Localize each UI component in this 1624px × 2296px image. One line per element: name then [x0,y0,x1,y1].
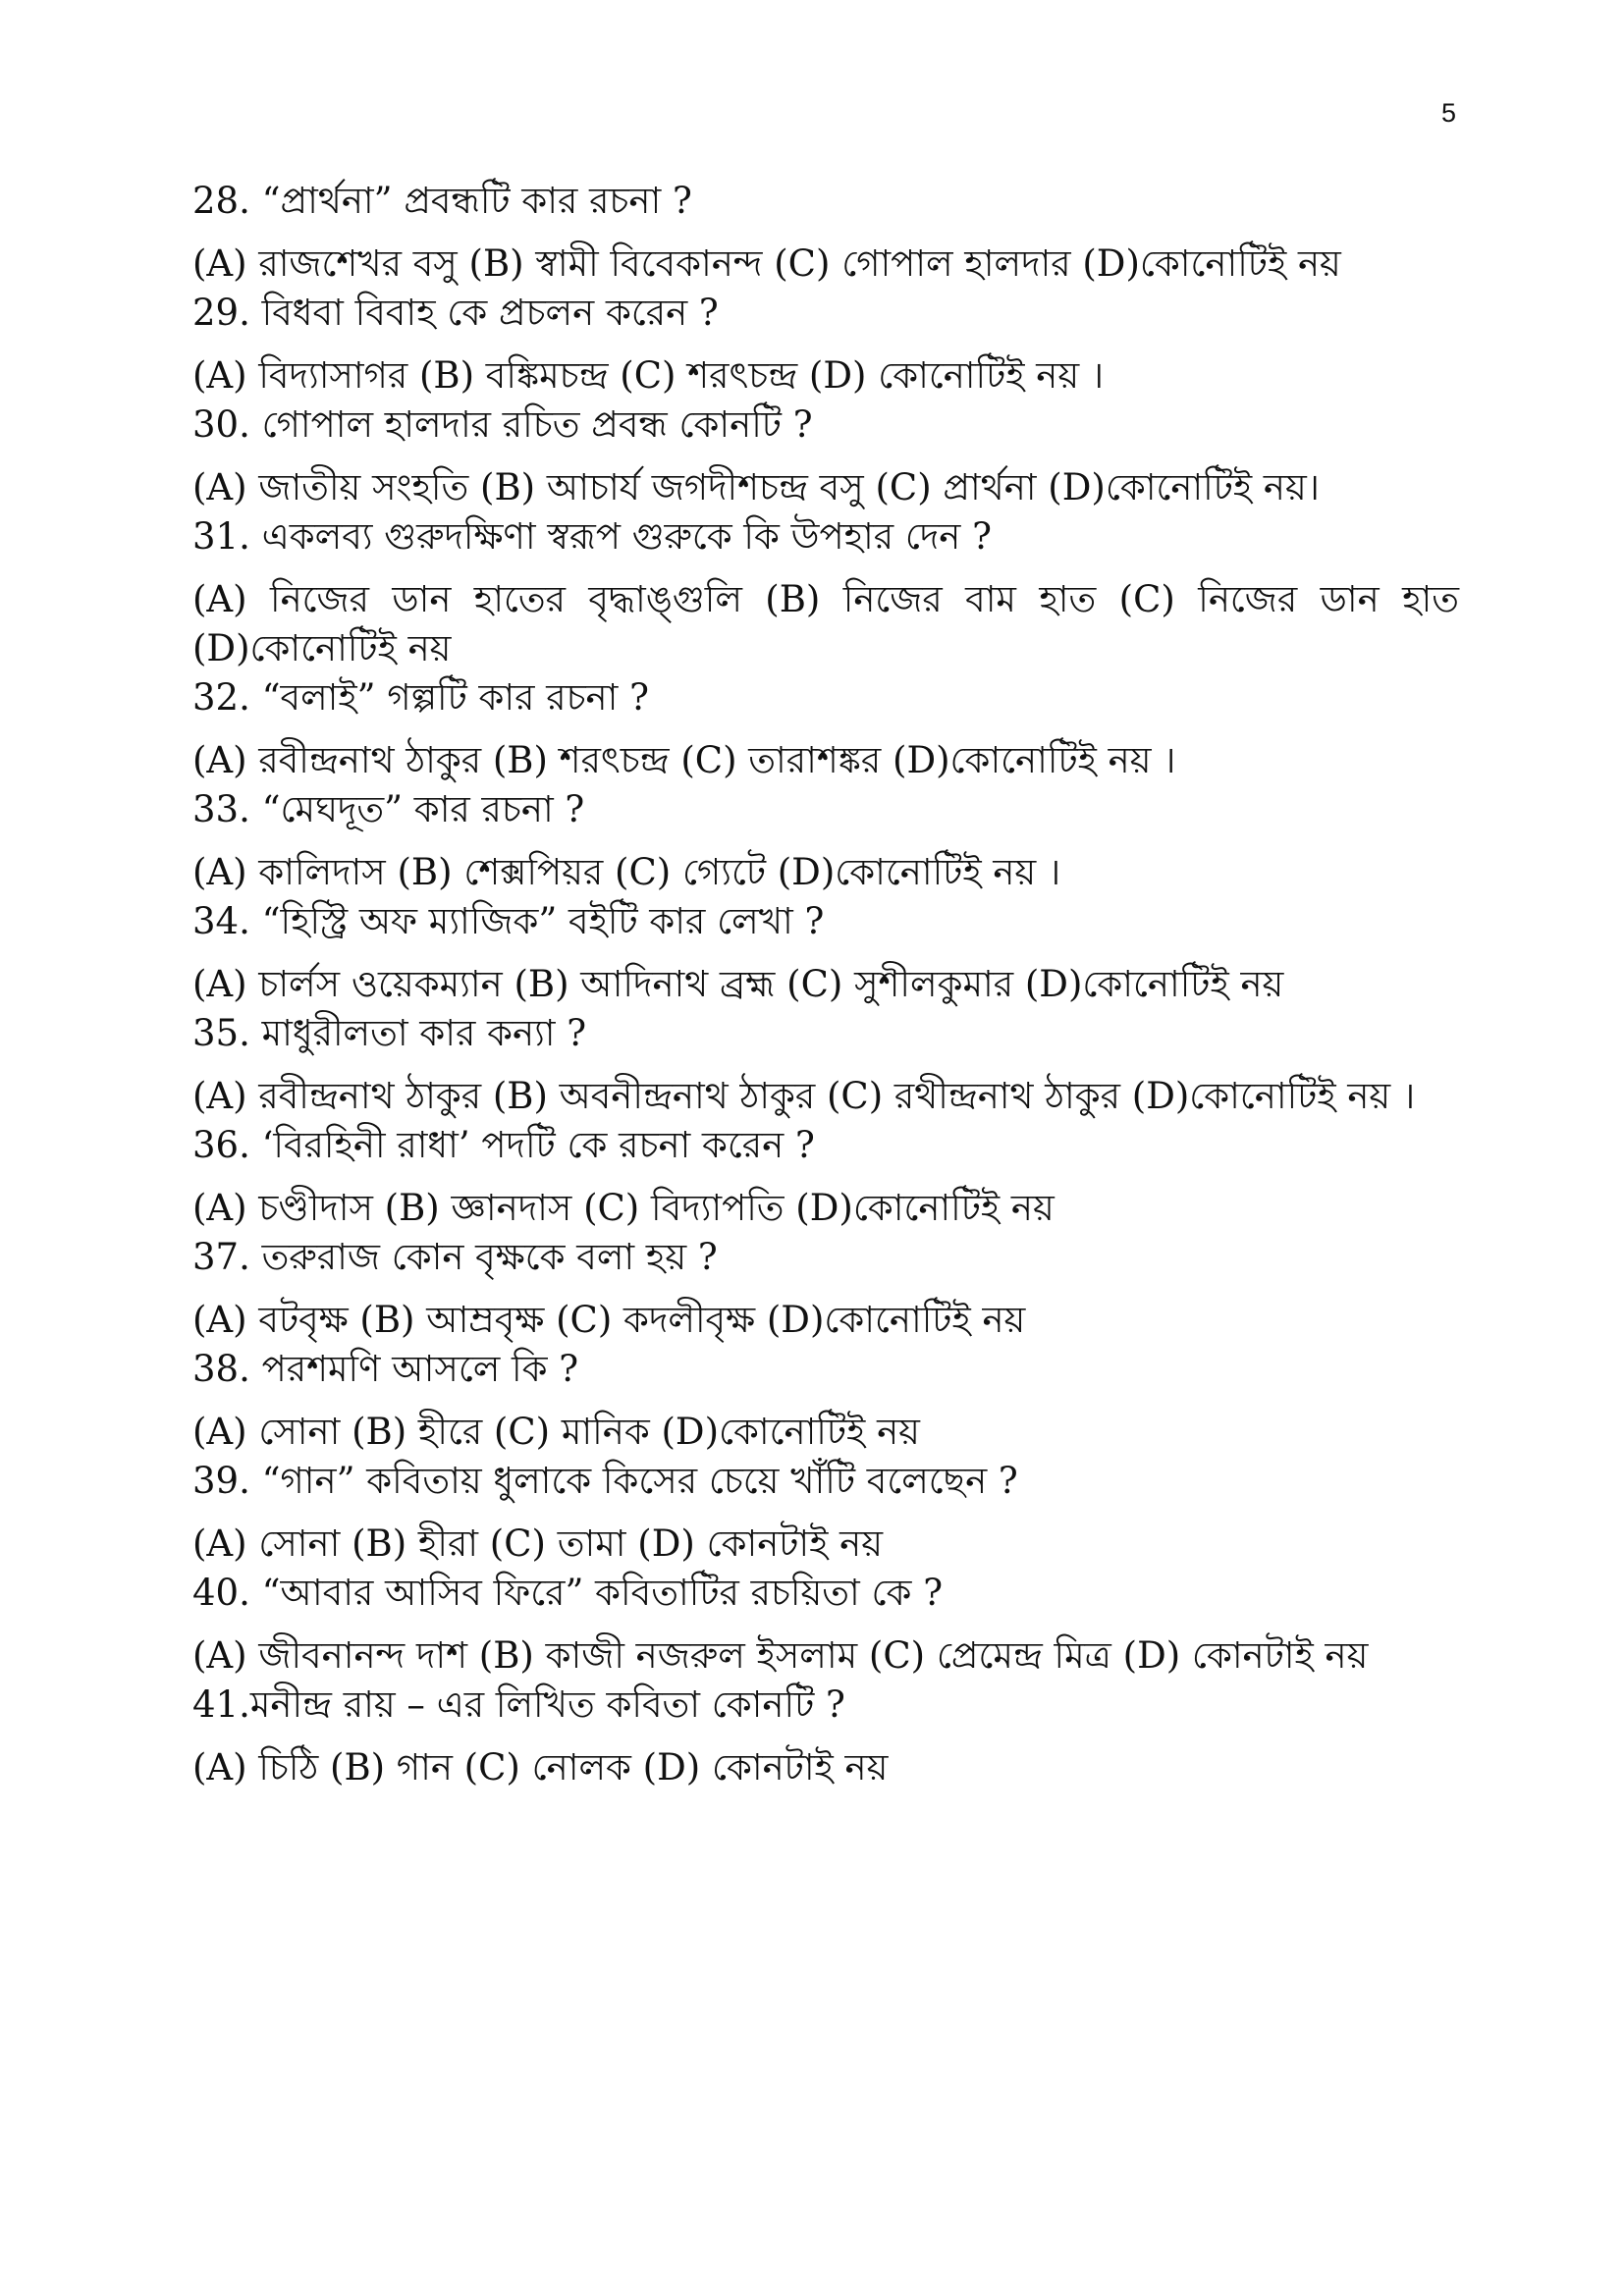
question-list [192,177,1459,1792]
question-item [192,1233,1459,1345]
question-item [192,400,1459,512]
question-item [192,177,1459,289]
question-text: 29. বিধবা বিবাহ কে প্রচলন করেন ? [192,292,719,334]
question-text: 35. মাধুরীলতা কার কন্যা ? [192,1012,587,1054]
answer-options: (A) নিজের ডান হাতের বৃদ্ধাঙ্গুলি (B) নিজের বাম হাত (C) নিজের ডান হাত (D)কোনোটিই নয় [192,578,1459,669]
question-item [192,1681,1459,1792]
answer-options: (A) রবীন্দ্রনাথ ঠাকুর (B) অবনীন্দ্রনাথ ঠাকুর (C) রথীন্দ্রনাথ ঠাকুর (D)কোনোটিই নয় । [192,1075,1416,1117]
question-text: 33. “মেঘদূত” কার রচনা ? [192,788,585,830]
page-number: 5 [1441,98,1457,128]
answer-options: (A) রবীন্দ্রনাথ ঠাকুর (B) শরৎচন্দ্র (C) তারাশঙ্কর (D)কোনোটিই নয় । [192,739,1176,781]
answer-options: (A) চণ্ডীদাস (B) জ্ঞানদাস (C) বিদ্যাপতি (D)কোনোটিই নয় [192,1187,1055,1229]
question-item [192,1345,1459,1457]
question-text: 40. “আবার আসিব ফিরে” কবিতাটির রচয়িতা কে ? [192,1572,944,1614]
answer-options: (A) জাতীয় সংহতি (B) আচার্য জগদীশচন্দ্র বসু (C) প্রার্থনা (D)কোনোটিই নয়। [192,466,1321,508]
question-item [192,512,1459,673]
question-item [192,1457,1459,1569]
answer-options: (A) সোনা (B) হীরে (C) মানিক (D)কোনোটিই নয় [192,1411,920,1453]
question-text: 31. একলব্য গুরুদক্ষিণা স্বরূপ গুরুকে কি উপহার দেন ? [192,515,992,558]
question-text: 34. “হিস্ট্রি অফ ম্যাজিক” বইটি কার লেখা ? [192,900,825,942]
question-text: 28. “প্রার্থনা” প্রবন্ধটি কার রচনা ? [192,180,692,222]
answer-options: (A) রাজশেখর বসু (B) স্বামী বিবেকানন্দ (C) গোপাল হালদার (D)কোনোটিই নয় [192,242,1341,285]
question-item [192,1569,1459,1681]
answer-options: (A) জীবনানন্দ দাশ (B) কাজী নজরুল ইসলাম (C) প্রেমেন্দ্র মিত্র (D) কোনটাই নয় [192,1634,1369,1677]
question-item [192,673,1459,785]
question-item [192,1009,1459,1121]
question-text: 30. গোপাল হালদার রচিত প্রবন্ধ কোনটি ? [192,403,813,446]
answer-options: (A) বটবৃক্ষ (B) আম্রবৃক্ষ (C) কদলীবৃক্ষ (D)কোনোটিই নয় [192,1299,1026,1341]
question-item [192,897,1459,1009]
question-text: 39. “গান” কবিতায় ধুলাকে কিসের চেয়ে খাঁটি বলেছেন ? [192,1460,1018,1502]
answer-options: (A) বিদ্যাসাগর (B) বঙ্কিমচন্দ্র (C) শরৎচন্দ্র (D) কোনোটিই নয় । [192,354,1105,397]
question-text: 38. পরশমণি আসলে কি ? [192,1348,579,1390]
question-item [192,289,1459,400]
question-item [192,1121,1459,1233]
answer-options: (A) সোনা (B) হীরা (C) তামা (D) কোনটাই নয় [192,1522,884,1565]
question-text: 41.মনীন্দ্র রায় – এর লিখিত কবিতা কোনটি ? [192,1683,845,1726]
question-item [192,785,1459,897]
question-text: 37. তরুরাজ কোন বৃক্ষকে বলা হয় ? [192,1236,718,1278]
answer-options: (A) কালিদাস (B) শেক্সপিয়র (C) গ্যেটে (D)কোনোটিই নয় । [192,851,1061,893]
question-text: 32. “বলাই” গল্পটি কার রচনা ? [192,676,649,719]
question-text: 36. ‘বিরহিনী রাধা’ পদটি কে রচনা করেন ? [192,1124,815,1166]
answer-options: (A) চার্লস ওয়েকম্যান (B) আদিনাথ ব্রহ্ম (C) সুশীলকুমার (D)কোনোটিই নয় [192,963,1284,1005]
answer-options: (A) চিঠি (B) গান (C) নোলক (D) কোনটাই নয় [192,1746,889,1789]
